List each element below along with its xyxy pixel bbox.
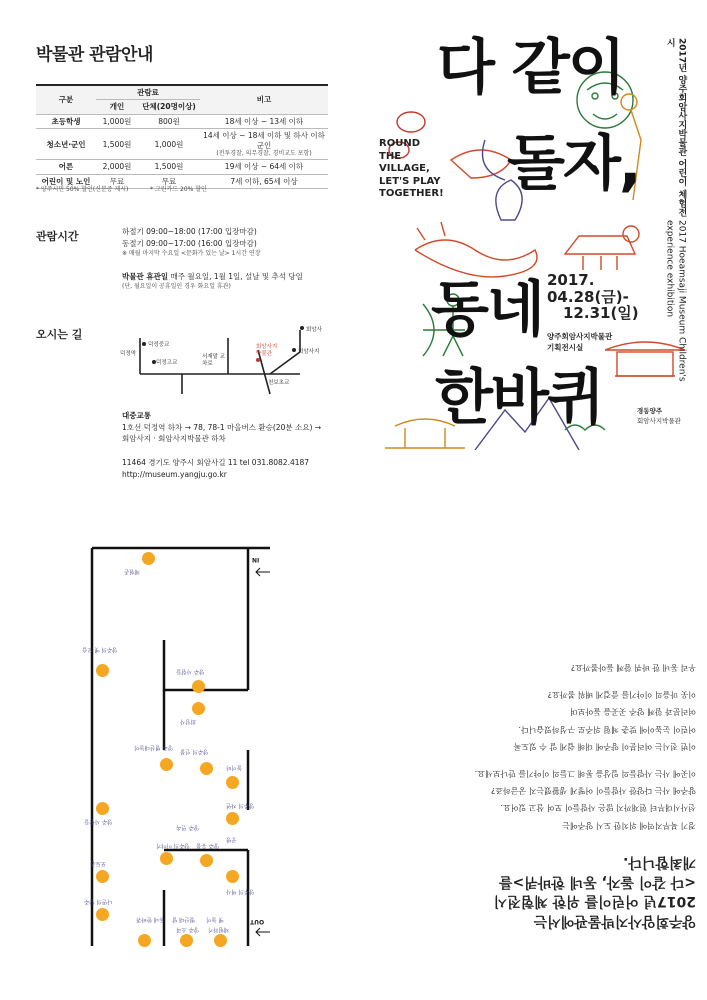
exhibit-marker[interactable] [200, 854, 213, 867]
table-row [36, 129, 328, 160]
exhibit-marker[interactable] [96, 870, 109, 883]
exhibit-marker[interactable] [192, 702, 205, 715]
fee-note: 18세 이상 ~ 13세 이하 [200, 114, 328, 128]
exhibit-marker[interactable] [226, 812, 239, 825]
exhibit-label: 양주의 자연 [226, 802, 255, 808]
map-label: 덕정고교 [156, 360, 178, 366]
exhibit-label: 체험존 [124, 568, 140, 574]
poster-title-4: 한바퀴 [435, 363, 603, 433]
fee-individual: 무료 [96, 174, 138, 188]
fee-note: 14세 이상 ~ 18세 이하 및 하사 이하 군인 [203, 131, 325, 150]
hand-illustration [451, 150, 511, 178]
fee-group: 1,000원 [138, 129, 200, 160]
date-line-3: 12.31(일) [563, 304, 639, 322]
exhibit-label: 양주 사람들 [84, 818, 113, 824]
exit-label: OUT [250, 918, 265, 925]
intro-line: 우리 동네 한 바퀴 함께 돌아볼까요? [570, 663, 696, 673]
closed-days: 매주 월요일, 1월 1일, 설날 및 추석 당일 [168, 271, 303, 281]
map-label: 덕정역 [120, 351, 136, 357]
closed-label: 박물관 휴관일 [122, 271, 169, 281]
intro-line: 경기 북부지역에 위치한 도시 양주에는 [562, 820, 696, 830]
exhibit-marker[interactable] [200, 762, 213, 775]
fee-footnote-discount: * 양주시민 50% 할인(신분증 제시) [36, 186, 129, 193]
intro-line: 여러분과 함께 양주 곳곳을 돌아보며 [569, 707, 696, 717]
transit-label: 대중교통 [122, 411, 151, 420]
exhibit-marker[interactable] [180, 934, 193, 947]
intro-body [386, 659, 696, 834]
intro-heading-3: <다 같이 돌자, 동네 한바퀴>를 [498, 873, 696, 890]
map-label: 서재말 교차로 [202, 354, 226, 367]
exhibit-marker[interactable] [138, 934, 151, 947]
intro-heading-4: 개최합니다. [623, 854, 696, 871]
logo-city: 경동양주 [637, 407, 663, 415]
intro-line: 이웃 마을의 이야기를 즐겁게 배워 볼까요? [547, 690, 696, 700]
logo-museum: 회암사지박물관 [637, 417, 681, 426]
fee-header-note: 비고 [200, 85, 328, 114]
fee-group: 1,500원 [138, 160, 200, 174]
exhibit-label: 양주 별산대놀이 [134, 744, 173, 750]
poster-logo [637, 406, 681, 427]
venue-line-2: 기획전시실 [547, 342, 584, 352]
exhibit-marker[interactable] [192, 680, 205, 693]
exhibit-label: 회암사 [180, 718, 196, 724]
poster-english: ROUND THE VILLAGE, LET'S PLAY TOGETHER! [379, 138, 444, 199]
fee-group: 800원 [138, 114, 200, 128]
hours-block [122, 226, 342, 291]
exhibit-label: 양주의 이야기 [156, 842, 190, 848]
poster-date [547, 272, 639, 322]
exhibit-marker[interactable] [96, 908, 109, 921]
fee-category: 어린이 및 노인 [36, 174, 96, 188]
poster [365, 30, 685, 450]
map-label: 천보초교 [268, 380, 290, 386]
hours-winter: 동절기 09:00~17:00 (16:00 입장마감) [122, 238, 257, 248]
poster-title-1: 다 같이 [437, 33, 624, 103]
hours-note: ※ 매월 마지막 수요일 <문화가 있는 날> 1시간 연장 [122, 250, 261, 258]
intro-line: 양주에 사는 다양한 사람들이 어떻게 생활했는지 궁금하죠? [491, 786, 696, 796]
exhibit-label: 나만의 양주 [84, 898, 113, 904]
intro-line: 이곳에 사는 사람들의 일상을 통해 그들의 이야기를 만나보세요. [474, 769, 696, 779]
fee-individual: 2,000원 [96, 160, 138, 174]
fee-footnote-greencard: * 그린카드 20% 할인 [150, 186, 207, 193]
intro-heading-2: 2017년 어린이를 위한 체험전시 [493, 893, 696, 910]
date-line-1: 2017. [547, 271, 595, 289]
flow-arrows [256, 568, 270, 936]
exhibit-marker[interactable] [160, 852, 173, 865]
intro-line: 어린이 눈높이에 맞춘 체험 위주로 구성하였습니다. [518, 724, 696, 734]
exhibit-marker[interactable] [226, 776, 239, 789]
intro-heading-1: 양주회암사지박물관에서는 [533, 913, 696, 929]
exhibit-marker[interactable] [226, 870, 239, 883]
intro-line: 이번 전시는 여러분이 양주에 대해 쉽게 알 수 있도록 [513, 741, 696, 751]
website-link[interactable]: http://museum.yangju.go.kr [122, 469, 227, 479]
fee-group: 무료 [138, 174, 200, 188]
fee-note: 19세 이상 ~ 64세 이하 [200, 160, 328, 174]
exhibit-label: 양주 소리 [176, 926, 200, 932]
exhibit-label: 양주 사람들 [176, 668, 205, 674]
fee-table [36, 84, 328, 189]
intro-text [386, 580, 696, 930]
fee-note-cell [200, 129, 328, 160]
exhibit-label: 양주 민속 [176, 824, 200, 830]
fee-note: 7세 이하, 65세 이상 [200, 174, 328, 188]
map-label: 회암사지 [298, 349, 320, 355]
intro-line [386, 755, 696, 765]
fee-individual: 1,000원 [96, 114, 138, 128]
poster-vertical-kr: 2017년 양주회암사지박물관 어린이 체험전시 [664, 38, 687, 217]
exhibit-label: 포토존 [90, 860, 106, 866]
directions-label: 오시는 길 [36, 328, 83, 341]
exhibit-label: 동네 한바퀴 [136, 916, 165, 922]
directions-block [122, 410, 362, 480]
fee-header-group: 단체(20명이상) [138, 100, 200, 114]
hours-label: 관람시간 [36, 230, 79, 243]
fee-category: 어른 [36, 160, 96, 174]
fee-category: 초등학생 [36, 114, 96, 128]
exhibit-marker[interactable] [160, 758, 173, 771]
fee-header-fee: 관람료 [96, 85, 200, 100]
fee-category: 청소년·군인 [36, 129, 96, 160]
exhibit-label: 양주의 인물 [180, 748, 209, 754]
fee-note-sub: (전투경찰, 의무경찰, 경비교도 포함) [216, 149, 312, 157]
fee-header-individual: 개인 [96, 100, 138, 114]
exhibit-label: 별산대 탈 [172, 916, 196, 922]
fee-individual: 1,500원 [96, 129, 138, 160]
poster-title-2: 돌자, [507, 129, 640, 199]
poster-title-3: 동네 [431, 275, 543, 345]
guide-title: 박물관 관람안내 [36, 45, 153, 65]
exhibit-label: 양주의 옛 모습 [82, 646, 118, 652]
exhibit-label: 양주의 역사 [226, 888, 255, 894]
poster-vertical-en: 2017 Hoeamsaji Museum Children's experience exhibition [664, 220, 687, 382]
entrance-label: IN [252, 556, 260, 563]
route-map-labels [120, 322, 330, 402]
intro-line: 선사시대부터 현재까지 많은 사람들이 모여 살고 있어요. [500, 803, 696, 813]
exhibit-label: 놀이터 [226, 764, 242, 770]
map-label: 회암사 [306, 327, 322, 333]
intro-heading [386, 852, 696, 930]
map-label: 덕정중교 [148, 342, 170, 348]
date-line-2: 04.28(금)- [547, 287, 629, 306]
transit-line-2: 회암사지 · 회암사지박물관 하차 [122, 434, 226, 444]
exhibit-label: 체험하기 [208, 926, 230, 932]
tiger-illustration [565, 226, 639, 270]
transit-line-1: 1호선 덕정역 하차 → 78, 78-1 마을버스 환승(20분 소요) → [122, 422, 322, 432]
table-row [36, 114, 328, 128]
floor-map [80, 540, 280, 950]
exhibit-label: 공방 [226, 836, 237, 842]
table-row [36, 160, 328, 174]
hours-summer: 하절기 09:00~18:00 (17:00 입장마감) [122, 227, 257, 236]
map-label: 회암사지 박물관 [256, 344, 278, 357]
exhibit-marker[interactable] [142, 552, 155, 565]
closed-note: (단, 월요일이 공휴일인 경우 화요일 휴관) [122, 283, 231, 291]
exhibit-label: 양주 유물 [196, 842, 220, 848]
exhibit-marker[interactable] [96, 802, 109, 815]
closed-line [122, 271, 342, 283]
venue-line-1: 양주회암사지박물관 [547, 332, 613, 341]
exhibit-marker[interactable] [214, 934, 227, 947]
dragon-illustration [415, 222, 537, 277]
fee-header-category: 구분 [36, 85, 96, 114]
exhibit-label: 옛 놀이 [206, 916, 224, 922]
poster-venue [547, 332, 612, 353]
intro-line [386, 676, 696, 686]
address: 11464 경기도 양주시 회암사길 11 tel 031.8082.4187 [122, 457, 310, 467]
exhibit-marker[interactable] [96, 664, 109, 677]
